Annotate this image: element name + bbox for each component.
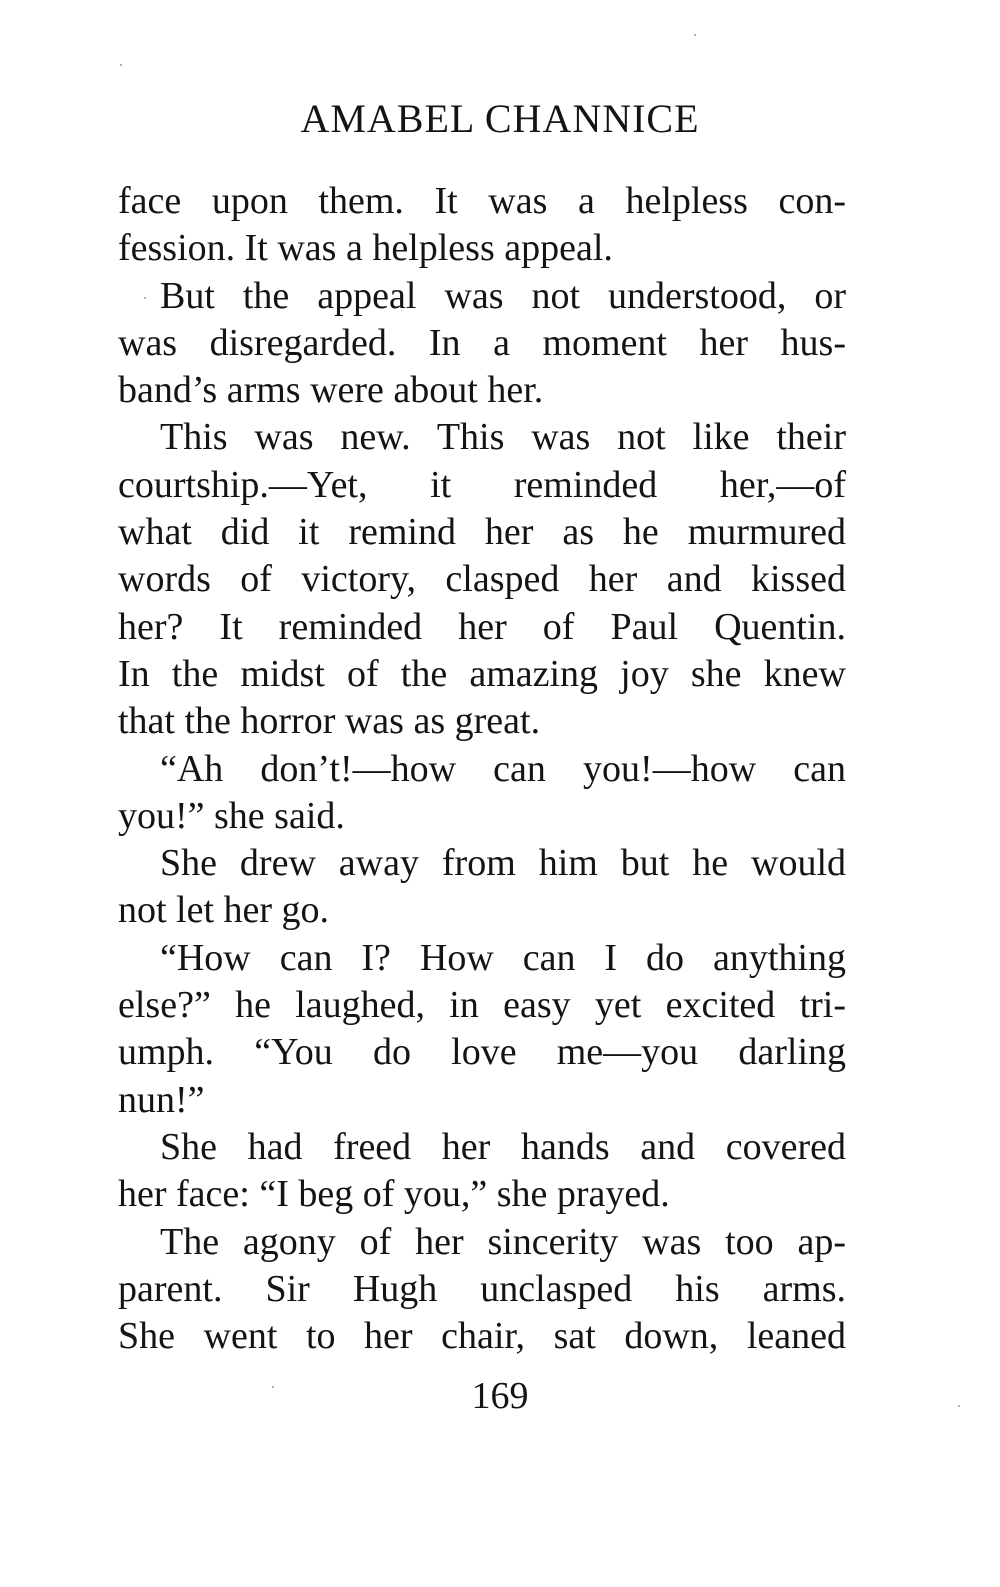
text-line: In the midst of the amazing joy she knew (118, 652, 846, 695)
text-line: “Ah don’t!—how can you!—how can (160, 747, 846, 790)
text-line: This was new. This was not like their (160, 416, 846, 459)
page-number: 169 (471, 1375, 529, 1417)
paper-speck (120, 64, 122, 66)
paper-speck (272, 1386, 274, 1388)
text-line: umph. “You do love me—you darling (118, 1031, 846, 1074)
text-line: you!” she said. (118, 794, 345, 837)
text-line: her face: “I beg of you,” she prayed. (118, 1173, 670, 1216)
text-line: She went to her chair, sat down, leaned (118, 1315, 846, 1358)
paper-speck (694, 34, 696, 36)
text-line: She drew away from him but he would (160, 842, 846, 885)
text-line: else?” he laughed, in easy yet excited tri- (118, 984, 846, 1027)
text-line: that the horror was as great. (118, 700, 541, 743)
text-line: But the appeal was not understood, or (160, 274, 846, 317)
text-line: was disregarded. In a moment her hus- (118, 321, 846, 364)
text-line: parent. Sir Hugh unclasped his arms. (118, 1267, 846, 1310)
paper-speck (144, 297, 146, 299)
text-line: nun!” (118, 1078, 205, 1121)
text-line: words of victory, clasped her and kissed (118, 558, 846, 601)
text-line: The agony of her sincerity was too ap- (160, 1220, 846, 1263)
text-line: She had freed her hands and covered (160, 1125, 846, 1168)
text-line: band’s arms were about her. (118, 369, 544, 412)
text-line: what did it remind her as he murmured (118, 511, 846, 554)
text-line: not let her go. (118, 889, 330, 932)
text-line: face upon them. It was a helpless con- (118, 180, 846, 222)
text-line: courtship.—Yet, it reminded her,—of (118, 463, 846, 506)
text-line: “How can I? How can I do anything (160, 936, 846, 979)
text-line: her? It reminded her of Paul Quentin. (118, 605, 846, 648)
paper-speck (958, 1405, 960, 1407)
running-head: AMABEL CHANNICE (300, 96, 700, 141)
text-line: fession. It was a helpless appeal. (118, 227, 613, 270)
body-text (118, 178, 846, 1360)
